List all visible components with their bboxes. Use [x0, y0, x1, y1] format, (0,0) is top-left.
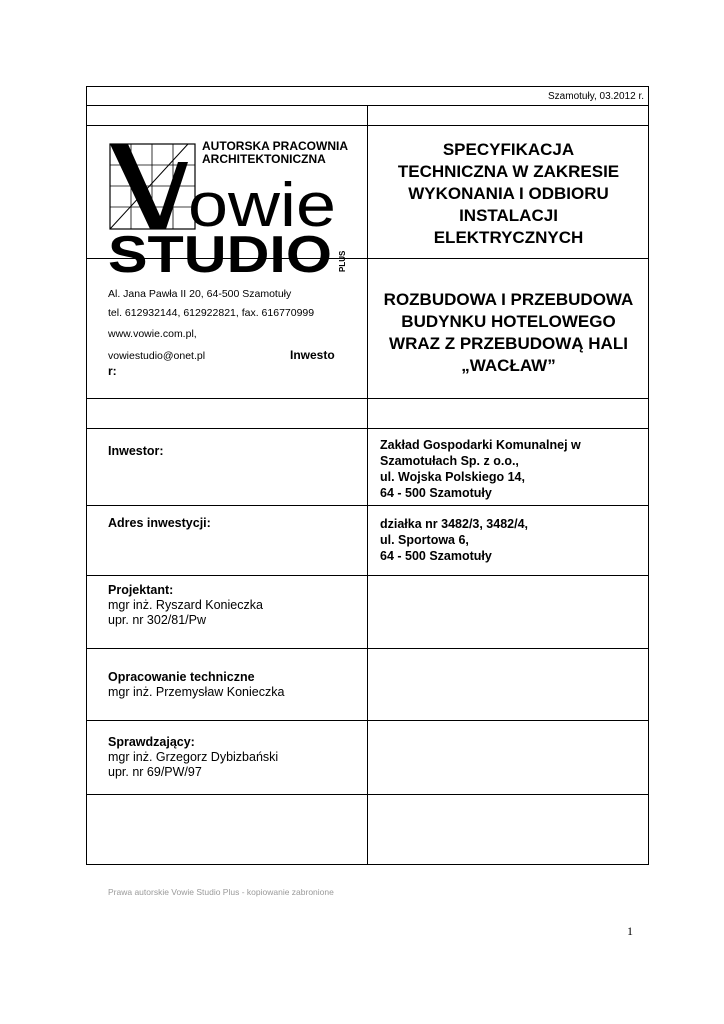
checker-license: upr. nr 69/PW/97	[108, 765, 202, 779]
designer-license: upr. nr 302/81/Pw	[108, 613, 206, 627]
studio-address: Al. Jana Pawła II 20, 64-500 Szamotuły	[108, 288, 292, 300]
investment-address	[380, 516, 528, 564]
logo-plus: PLUS	[338, 250, 347, 272]
designer-label: Projektant:	[108, 583, 174, 597]
studio-website: www.vowie.com.pl,	[108, 328, 197, 340]
studio-email: vowiestudio@onet.pl	[108, 350, 206, 362]
designer-name: mgr inż. Ryszard Konieczka	[108, 598, 263, 612]
checker-name: mgr inż. Grzegorz Dybizbański	[108, 750, 279, 764]
project-name	[368, 289, 649, 377]
vowie-studio-logo	[108, 134, 358, 274]
project-line: ROZBUDOWA I PRZEBUDOWA	[383, 290, 634, 309]
studio-phone: tel. 612932144, 612922821, fax. 616770999	[108, 307, 315, 319]
designer-block	[108, 583, 263, 628]
logo-line1: AUTORSKA PRACOWNIA	[202, 139, 348, 153]
investor-line: ul. Wojska Polskiego 14,	[380, 470, 525, 484]
title-line: WYKONANIA I ODBIORU	[408, 184, 609, 203]
address-line: działka nr 3482/3, 3482/4,	[380, 517, 529, 531]
title-line: INSTALACJI	[459, 206, 558, 225]
checker-block	[108, 735, 278, 780]
investor-fragment: Inwesto	[290, 348, 335, 362]
project-line: WRAZ Z PRZEBUDOWĄ HALI	[389, 334, 628, 353]
document-title	[368, 139, 649, 249]
technical-label: Opracowanie techniczne	[108, 670, 255, 684]
investor-line: Zakład Gospodarki Komunalnej w	[380, 438, 581, 452]
logo-owie: owie	[188, 171, 336, 240]
title-line: ELEKTRYCZNYCH	[433, 228, 584, 247]
investor-line: Szamotułach Sp. z o.o.,	[380, 454, 519, 468]
investment-address-label: Adres inwestycji:	[108, 516, 211, 530]
investor-label: Inwestor:	[108, 444, 164, 458]
investor-fragment: r:	[108, 364, 117, 378]
address-line: ul. Sportowa 6,	[380, 533, 469, 547]
investor-details	[380, 437, 581, 501]
logo-line2: ARCHITEKTONICZNA	[202, 152, 326, 166]
page-number: 1	[627, 924, 633, 938]
logo-mark-icon	[108, 134, 358, 274]
address-line: 64 - 500 Szamotuły	[380, 549, 492, 563]
project-line: BUDYNKU HOTELOWEGO	[401, 312, 616, 331]
checker-label: Sprawdzający:	[108, 735, 195, 749]
project-line: „WACŁAW”	[461, 356, 556, 375]
title-line: SPECYFIKACJA	[442, 140, 575, 159]
technical-block	[108, 670, 284, 700]
technical-name: mgr inż. Przemysław Konieczka	[108, 685, 285, 699]
investor-line: 64 - 500 Szamotuły	[380, 486, 492, 500]
copyright-notice: Prawa autorskie Vowie Studio Plus - kopiowanie zabronione	[108, 887, 334, 897]
logo-studio: STUDIO	[108, 226, 332, 274]
document-date: Szamotuły, 03.2012 r.	[548, 91, 644, 102]
title-line: TECHNICZNA W ZAKRESIE	[397, 162, 620, 181]
